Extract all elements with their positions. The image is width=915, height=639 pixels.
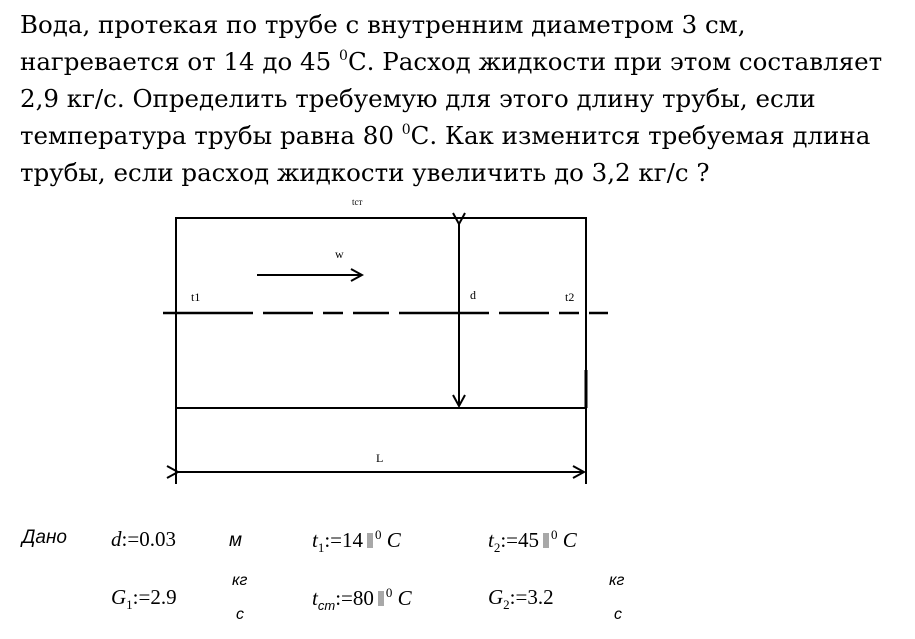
problem-line-5: трубы, если расход жидкости увеличить до 3,2 кг/с ? xyxy=(20,158,710,187)
wall-temp-label: tст xyxy=(352,197,363,207)
given-label: Дано xyxy=(22,527,67,548)
degree-mark: 0 xyxy=(401,122,411,138)
problem-line-2: нагревается от 14 до 45 $^0$С. Расход жидкости при этом составляет xyxy=(20,47,883,76)
outlet-temp-label: t2 xyxy=(565,290,575,304)
d-assignment: d:=0.03 xyxy=(111,527,176,551)
G2-unit-numerator: кг xyxy=(609,572,625,589)
placeholder-mark xyxy=(378,591,384,606)
problem-line-4: температура трубы равна 80 $^0$С. Как изменится требуемая длина xyxy=(20,121,871,150)
d-unit: м xyxy=(229,530,243,551)
inlet-temp-label: t1 xyxy=(191,290,201,304)
diameter-label: d xyxy=(470,288,476,302)
t1-assignment: $t_1:=14$ $^0$ C xyxy=(312,527,401,556)
tcm-assignment: $t_{cm}:=80$ $^0$ C xyxy=(312,585,412,614)
placeholder-mark xyxy=(543,533,549,548)
G1-assignment: $G_1:=2.9$ xyxy=(111,585,177,613)
G2-unit-denominator: с xyxy=(614,606,622,623)
degree-mark: 0 xyxy=(339,48,348,64)
placeholder-mark xyxy=(367,533,373,548)
length-label: L xyxy=(376,451,384,465)
problem-line-1: Вода, протекая по трубе с внутренним диаметром 3 см, xyxy=(20,10,746,39)
G2-assignment: $G_2:=3.2$ xyxy=(488,585,554,613)
G1-unit-denominator: с xyxy=(236,606,244,623)
problem-line-3: 2,9 кг/с. Определить требуемую для этого длину трубы, если xyxy=(20,84,816,113)
t2-assignment: $t_2:=45$ $^0$ C xyxy=(488,527,577,556)
G1-unit-numerator: кг xyxy=(232,572,248,589)
velocity-label: w xyxy=(335,247,344,261)
